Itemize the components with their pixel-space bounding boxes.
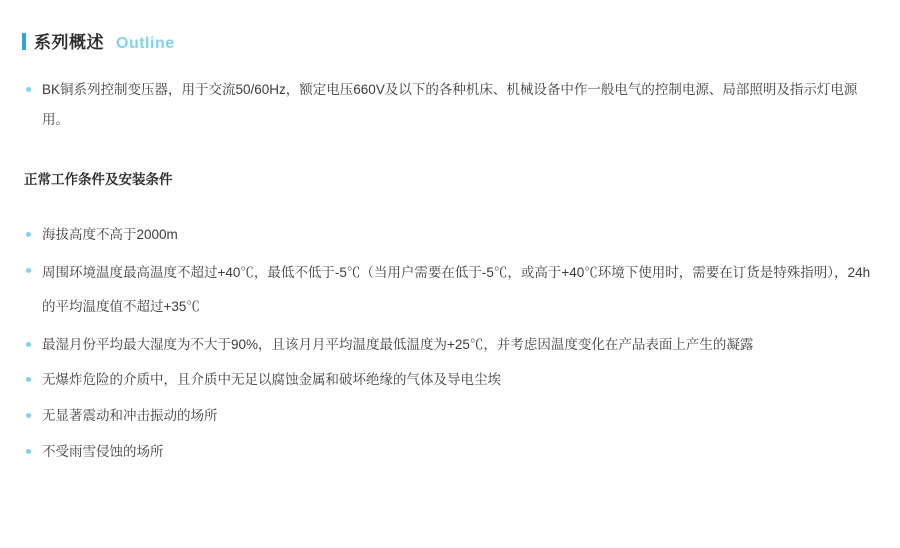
list-item	[22, 75, 862, 134]
conditions-list	[22, 220, 878, 466]
list-item	[22, 330, 872, 360]
list-item	[22, 256, 872, 324]
list-item	[22, 220, 872, 250]
list-item	[22, 437, 872, 467]
list-item-text: BK铜系列控制变压器，用于交流50/60Hz，额定电压660V及以下的各种机床、机械设备中作一般电气的控制电源、局部照明及指示灯电源用。	[42, 82, 858, 127]
list-item-text: 周围环境温度最高温度不超过+40℃，最低不低于-5℃（当用户需要在低于-5℃，或高于+40℃环境下使用时，需要在订货是特殊指明），24h的平均温度值不超过+35℃	[42, 265, 871, 314]
bullet-dot-icon	[26, 87, 31, 92]
list-item-text: 无显著震动和冲击振动的场所	[42, 407, 218, 423]
bullet-dot-icon	[26, 377, 31, 382]
list-item-text: 不受雨雪侵蚀的场所	[42, 443, 164, 459]
intro-list	[22, 75, 878, 134]
list-item	[22, 401, 872, 431]
list-item-text: 海拔高度不高于2000m	[42, 227, 178, 243]
page-title-english: Outline	[116, 35, 175, 52]
subheading: 正常工作条件及安装条件	[24, 172, 173, 188]
page-title: 系列概述	[34, 33, 104, 52]
list-item	[22, 365, 872, 395]
bullet-dot-icon	[26, 342, 31, 347]
bullet-dot-icon	[26, 449, 31, 454]
list-item-text: 无爆炸危险的介质中，且介质中无足以腐蚀金属和破坏绝缘的气体及导电尘埃	[42, 372, 501, 388]
bullet-dot-icon	[26, 232, 31, 237]
list-item-text: 最湿月份平均最大湿度为不大于90%，且该月月平均温度最低温度为+25℃，并考虑因温度变化在产品表面上产生的凝露	[42, 336, 754, 352]
section-heading	[22, 28, 878, 53]
bullet-dot-icon	[26, 413, 31, 418]
heading-accent-bar	[22, 33, 26, 50]
bullet-dot-icon	[26, 268, 31, 273]
